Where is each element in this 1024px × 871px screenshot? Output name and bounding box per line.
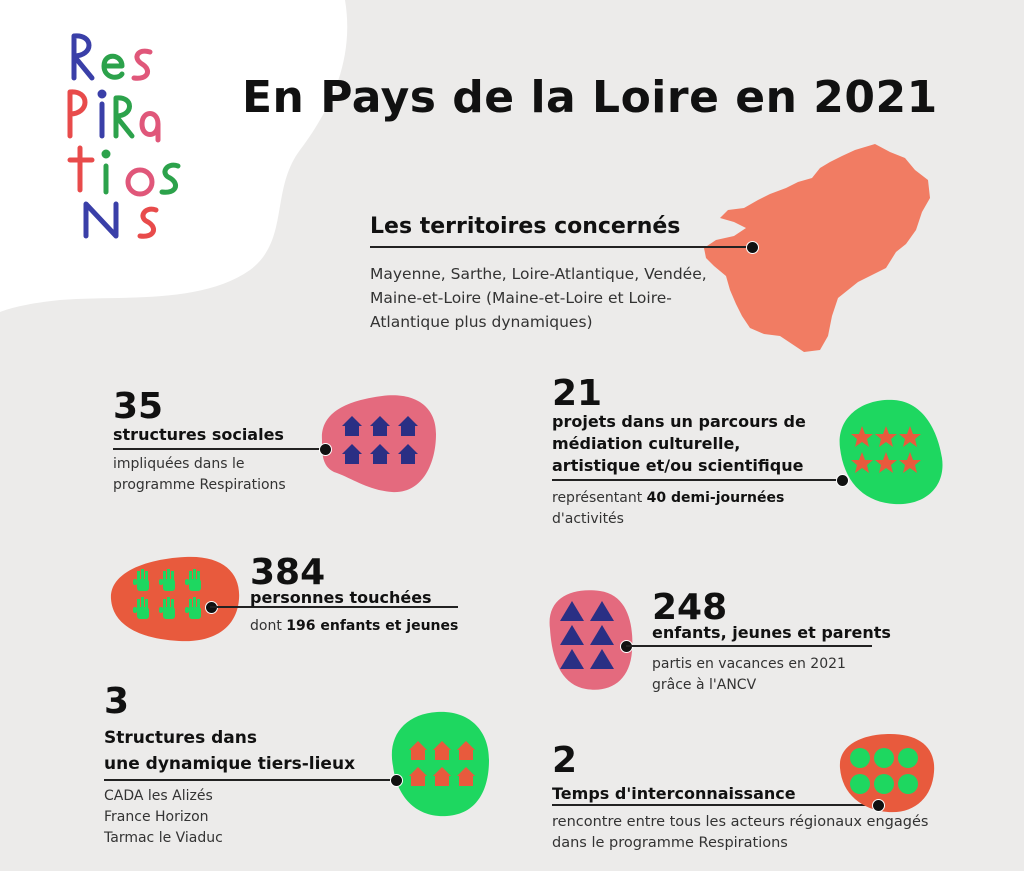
stat-384-blob: [105, 555, 245, 645]
divider: [113, 448, 323, 450]
stat-2-desc: rencontre entre tous les acteurs régionaux engagés dans le programme Respirations: [552, 814, 929, 851]
stat-384-number: 384: [250, 552, 326, 593]
stat-2-number: 2: [552, 740, 578, 781]
page-title: En Pays de la Loire en 2021: [242, 72, 938, 123]
stat-3-number: 3: [104, 681, 130, 722]
divider: [552, 479, 842, 481]
marker-dot: [319, 443, 332, 456]
stat-35-label: structures sociales: [113, 425, 284, 444]
stat-35-desc: impliquées dans le programme Respirations: [113, 456, 286, 493]
stat-21-number: 21: [552, 373, 603, 414]
divider: [104, 779, 396, 781]
stat-384-desc: dont 196 enfants et jeunes: [250, 618, 459, 634]
stat-21-blob: [830, 392, 950, 510]
stat-384-label: personnes touchées: [250, 588, 432, 607]
map-marker: [746, 241, 759, 254]
territoires-text: Mayenne, Sarthe, Loire-Atlantique, Vendée, Maine-et-Loire (Maine-et-Loire et Loire-Atlantique plus dynamiques): [370, 265, 707, 331]
stat-21-desc: représentant 40 demi-journées d'activités: [552, 490, 785, 527]
pays-de-la-loire-map: [700, 140, 970, 360]
marker-dot: [836, 474, 849, 487]
stat-3-items: [104, 786, 223, 849]
stat-3-label-line2: une dynamique tiers-lieux: [104, 754, 356, 774]
stat-2-blob: [834, 732, 938, 816]
stat-3-label-line1: Structures dans: [104, 728, 257, 748]
territoires-heading: Les territoires concernés: [370, 214, 681, 239]
divider: [370, 246, 750, 248]
stat-248-desc: partis en vacances en 2021 grâce à l'ANCV: [652, 656, 846, 693]
stat-248-number: 248: [652, 587, 728, 628]
stat-35-number: 35: [113, 386, 164, 427]
marker-dot: [390, 774, 403, 787]
list-item: France Horizon: [104, 809, 209, 825]
stat-3-blob: [385, 708, 495, 820]
divider: [552, 804, 878, 806]
respirations-logo: [60, 28, 190, 248]
divider: [626, 645, 872, 647]
list-item: CADA les Alizés: [104, 788, 213, 804]
stat-21-label: projets dans un parcours de médiation culturelle, artistique et/ou scientifique: [552, 412, 806, 475]
stat-35-blob: [312, 390, 442, 500]
list-item: Tarmac le Viaduc: [104, 830, 223, 846]
marker-dot: [872, 799, 885, 812]
stat-248-label: enfants, jeunes et parents: [652, 623, 891, 642]
stat-2-label: Temps d'interconnaissance: [552, 784, 796, 803]
